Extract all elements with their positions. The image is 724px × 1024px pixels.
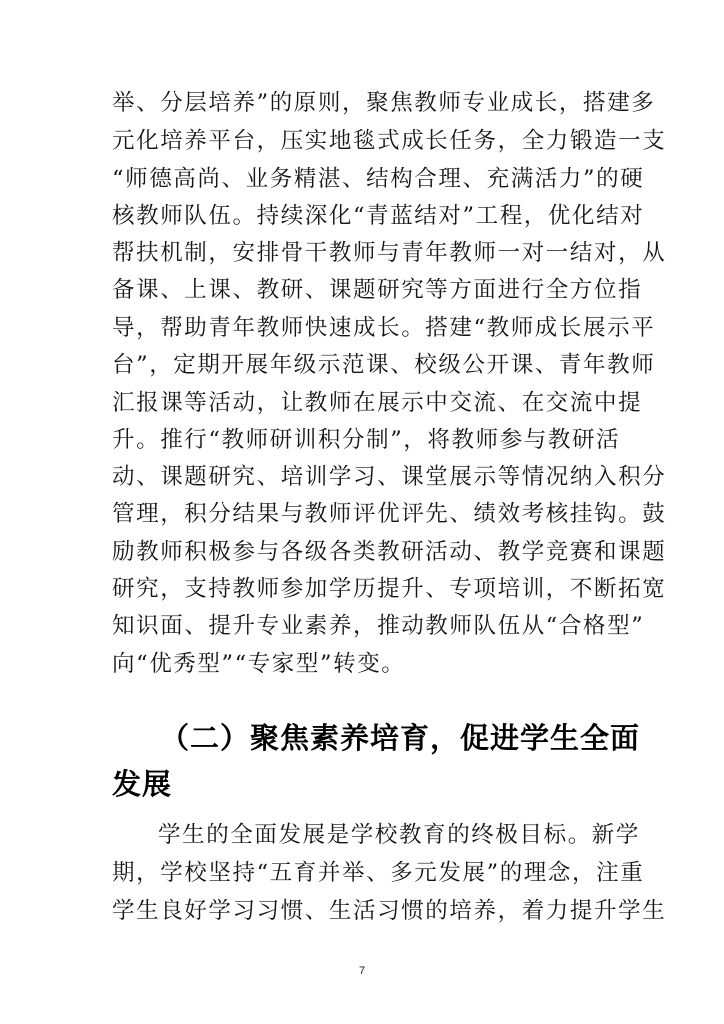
body-text-line: 研究，支持教师参加学历提升、专项培训，不断拓宽 — [112, 576, 667, 602]
body-text-line: “师德高尚、业务精湛、结构合理、充满活力”的硬 — [112, 166, 645, 192]
body-text-line: 学生良好学习习惯、生活习惯的培养，着力提升学生 — [112, 898, 667, 924]
body-text-line: 台”，定期开展年级示范课、校级公开课、青年教师 — [112, 352, 656, 378]
body-text-line: 导，帮助青年教师快速成长。搭建“教师成长展示平 — [112, 315, 656, 341]
body-text-line: 备课、上课、教研、课题研究等方面进行全方位指 — [112, 277, 643, 303]
body-text-line: 学生的全面发展是学校教育的终极目标。新学 — [158, 822, 641, 848]
body-text-line: 励教师积极参与各级各类教研活动、教学竞赛和课题 — [112, 539, 667, 565]
body-text-line: 动、课题研究、培训学习、课堂展示等情况纳入积分 — [112, 464, 667, 490]
body-text-line: 向“优秀型”“专家型”转变。 — [112, 651, 406, 677]
body-text-line: 元化培养平台，压实地毯式成长任务，全力锻造一支 — [112, 128, 667, 154]
section-heading-line-1: （二）聚焦素养培育，促进学生全面 — [160, 721, 641, 755]
body-text-line: 管理，积分结果与教师评优评先、绩效考核挂钩。鼓 — [112, 501, 667, 527]
body-text-line: 举、分层培养”的原则，聚焦教师专业成长，搭建多 — [112, 90, 656, 116]
section-heading-line-2: 发展 — [112, 767, 173, 801]
body-text-line: 汇报课等活动，让教师在展示中交流、在交流中提 — [112, 390, 643, 416]
body-text-line: 核教师队伍。持续深化“青蓝结对”工程，优化结对 — [112, 203, 645, 229]
body-text-line: 帮扶机制，安排骨干教师与青年教师一对一结对，从 — [112, 240, 667, 266]
body-text-line: 升。推行“教师研训积分制”，将教师参与教研活 — [112, 427, 621, 453]
page-number: 7 — [358, 965, 366, 977]
body-text-line: 知识面、提升专业素养，推动教师队伍从“合格型” — [112, 613, 645, 639]
body-text-line: 期，学校坚持“五育并举、多元发展”的理念，注重 — [112, 860, 645, 886]
